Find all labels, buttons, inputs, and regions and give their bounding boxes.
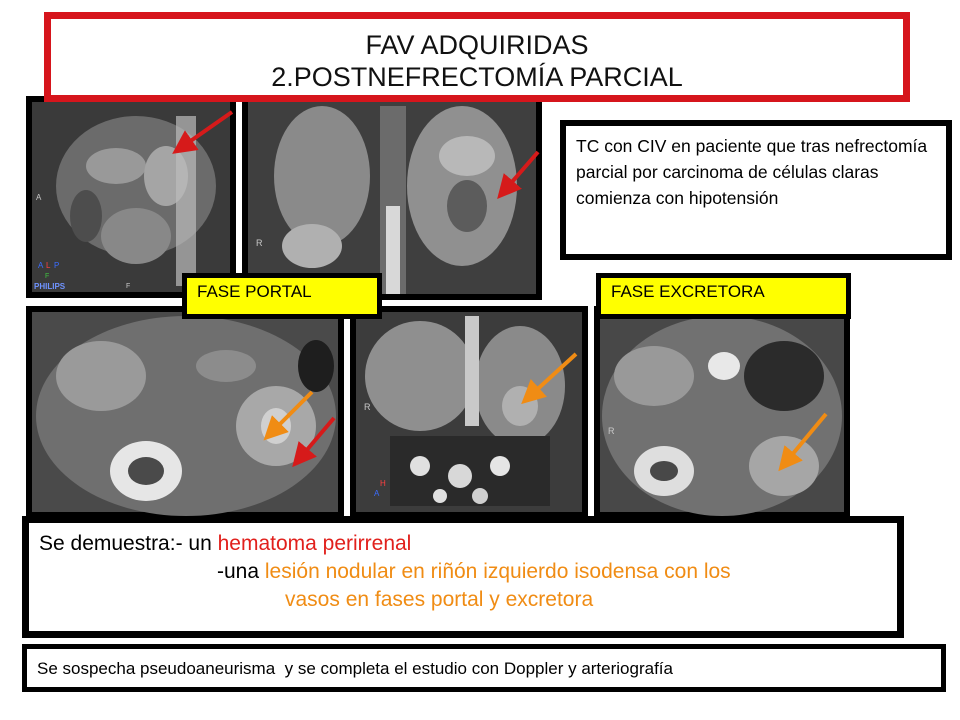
title-line-2: 2.POSTNEFRECTOMÍA PARCIAL bbox=[271, 62, 683, 92]
description-text: TC con CIV en paciente que tras nefrectomía parcial por carcinoma de células claras comienza con hipotensión bbox=[576, 136, 928, 208]
sagittal-side-label: A bbox=[36, 193, 42, 202]
ct-scan-axial-portal bbox=[26, 306, 344, 518]
compass-p: P bbox=[54, 261, 60, 270]
finding-hematoma: hematoma perirrenal bbox=[217, 532, 412, 555]
compass-h: H bbox=[380, 479, 386, 488]
compass-f: F bbox=[45, 273, 50, 280]
finding-lesion-a: lesión nodular en riñón izquierdo isodensa con los bbox=[264, 560, 731, 583]
label-fase-excretora-text: FASE EXCRETORA bbox=[611, 282, 765, 301]
coronal-mid-side-label: R bbox=[364, 402, 371, 412]
compass-l: L bbox=[46, 261, 51, 270]
description-box bbox=[560, 120, 952, 260]
title-line-1: FAV ADQUIRIDAS bbox=[365, 30, 589, 60]
findings-box bbox=[22, 516, 904, 638]
label-fase-portal bbox=[182, 273, 382, 319]
coronal-top-side-label: R bbox=[256, 238, 263, 248]
label-fase-excretora bbox=[596, 273, 851, 319]
footer-text: Se sospecha pseudoaneurisma y se completa el estudio con Doppler y arteriografía bbox=[37, 659, 673, 678]
ct-scan-coronal-mid bbox=[350, 306, 588, 518]
findings-line-2 bbox=[39, 558, 887, 586]
excretora-side-label: R bbox=[608, 426, 615, 436]
label-fase-portal-text: FASE PORTAL bbox=[197, 282, 312, 301]
compass-a2: A bbox=[374, 489, 380, 498]
finding-lesion-b: vasos en fases portal y excretora bbox=[285, 588, 594, 611]
ct-scan-sagittal bbox=[26, 96, 236, 298]
compass-a: A bbox=[38, 261, 44, 270]
vendor-logo: PHILIPS bbox=[34, 282, 66, 291]
findings-line-1 bbox=[39, 530, 887, 558]
sagittal-lower-letter: F bbox=[126, 283, 131, 290]
findings-line-3 bbox=[39, 586, 887, 614]
footer-box bbox=[22, 644, 946, 692]
ct-scan-coronal-top bbox=[242, 96, 542, 300]
finding-2-prefix: -una bbox=[217, 560, 265, 583]
title-box bbox=[44, 12, 910, 102]
findings-prefix: Se demuestra:- un bbox=[39, 532, 218, 555]
ct-scan-axial-excretora bbox=[594, 306, 850, 518]
